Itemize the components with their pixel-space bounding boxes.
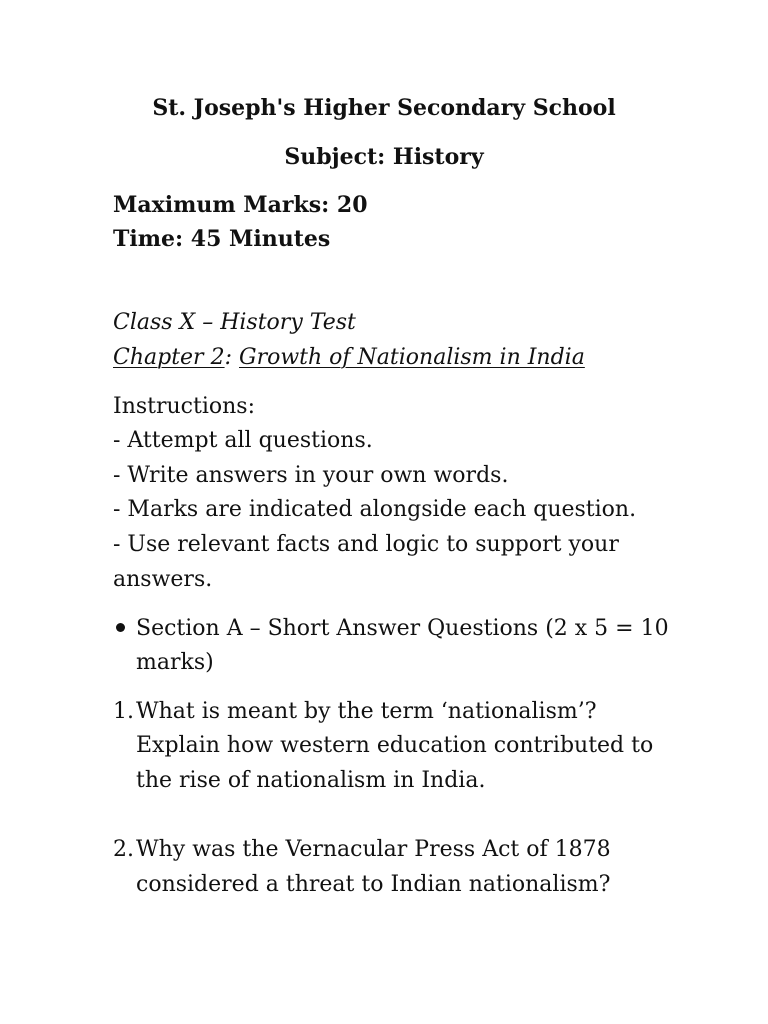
question-number: 1.: [113, 699, 134, 724]
instruction-line: - Write answers in your own words.: [113, 463, 509, 488]
subject-title: Subject: History: [284, 144, 484, 170]
instruction-line: - Use relevant facts and logic to support your: [113, 532, 619, 557]
question-line: Why was the Vernacular Press Act of 1878: [136, 837, 611, 862]
question-line: Explain how western education contributed to: [136, 733, 654, 758]
question-number: 2.: [113, 837, 134, 862]
instructions-heading: Instructions:: [113, 394, 255, 419]
chapter-line: [113, 340, 585, 375]
section-a-heading-cont: marks): [136, 650, 214, 675]
chapter-name: Growth of Nationalism in India: [239, 345, 585, 370]
instruction-line: - Marks are indicated alongside each question.: [113, 497, 637, 522]
section-a-heading: Section A – Short Answer Questions (2 x 5 = 10: [136, 616, 669, 641]
chapter-label: Chapter 2: [113, 345, 225, 370]
class-test-title: Class X – History Test: [113, 310, 356, 335]
instruction-line: - Attempt all questions.: [113, 428, 373, 453]
question-line: the rise of nationalism in India.: [136, 768, 486, 793]
school-name: St. Joseph's Higher Secondary School: [152, 95, 616, 121]
question-line: What is meant by the term ‘nationalism’?: [136, 699, 597, 724]
chapter-separator: :: [224, 345, 232, 370]
instruction-line: answers.: [113, 567, 213, 592]
time-limit: Time: 45 Minutes: [113, 226, 331, 252]
bullet-icon: [116, 623, 125, 632]
question-line: considered a threat to Indian nationalism?: [136, 872, 611, 897]
maximum-marks: Maximum Marks: 20: [113, 192, 368, 218]
